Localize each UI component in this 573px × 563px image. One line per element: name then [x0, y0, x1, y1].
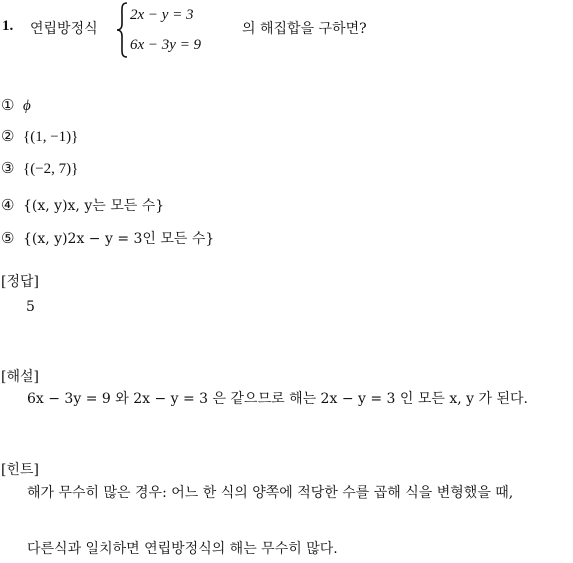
answer-label: [정답]	[1, 274, 39, 290]
option-marker: ③	[1, 159, 15, 177]
option-text: {(x, y)x, y는 모든 수}	[23, 198, 165, 214]
hint-line-1: 해가 무수히 많은 경우: 어느 한 식의 양쪽에 적당한 수를 곱해 식을 변형했을 때,	[27, 485, 514, 501]
option-4[interactable]	[1, 195, 164, 215]
option-marker: ④	[1, 196, 15, 214]
question-prefix: 연립방정식	[30, 21, 98, 37]
option-3[interactable]	[1, 159, 78, 178]
hint-label: [힌트]	[1, 462, 39, 478]
option-marker: ①	[1, 96, 15, 114]
equation-1: 2x − y = 3	[130, 7, 194, 23]
equation-2: 6x − 3y = 9	[130, 37, 202, 53]
left-brace-icon	[116, 2, 128, 58]
option-text: {(1, −1)}	[23, 129, 79, 145]
option-1[interactable]	[1, 96, 31, 115]
option-5[interactable]	[1, 228, 214, 248]
option-text: {(−2, 7)}	[23, 161, 79, 177]
question-number: 1.	[2, 18, 14, 34]
hint-line-2: 다른식과 일치하면 연립방정식의 해는 무수히 많다.	[27, 541, 338, 557]
option-text: {(x, y)2x − y = 3인 모든 수}	[23, 231, 215, 247]
explanation-label: [해설]	[1, 369, 39, 385]
explanation-text: 6x − 3y = 9 와 2x − y = 3 은 같으므로 해는 2x − y = 3 인 모든 x, y 가 된다.	[27, 391, 528, 407]
option-marker: ②	[1, 127, 15, 145]
option-marker: ⑤	[1, 229, 15, 247]
question-suffix: 의 해집합을 구하면?	[242, 21, 367, 37]
option-text: ϕ	[23, 98, 31, 114]
option-2[interactable]	[1, 127, 78, 146]
answer-value: 5	[26, 299, 35, 315]
